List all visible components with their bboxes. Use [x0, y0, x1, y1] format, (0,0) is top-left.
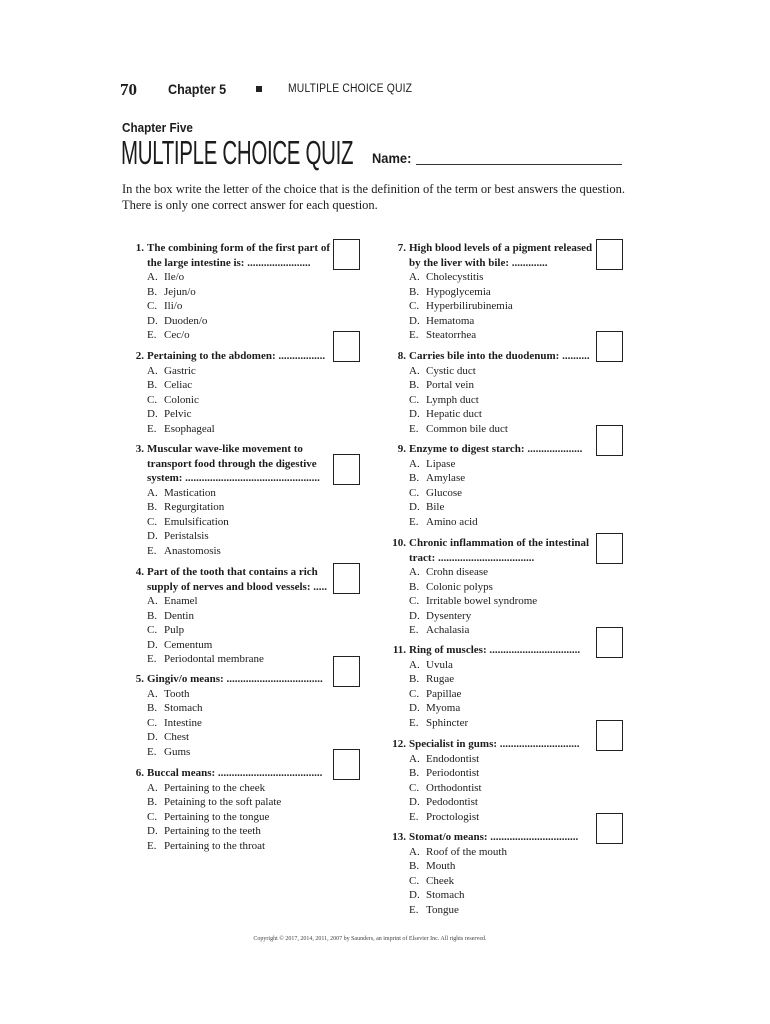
answer-option	[122, 314, 337, 329]
answer-box-11[interactable]	[596, 627, 623, 658]
answer-option	[384, 285, 599, 300]
option-text: Roof of the mouth	[426, 845, 507, 858]
answer-option	[122, 745, 337, 760]
answer-option	[122, 364, 337, 379]
option-letter: A.	[147, 364, 158, 377]
option-letter: C.	[409, 874, 420, 887]
option-letter: B.	[409, 472, 420, 484]
option-text: Peristalsis	[164, 530, 209, 542]
answer-option	[384, 594, 599, 609]
answer-option	[384, 515, 599, 530]
question-stem	[122, 442, 337, 486]
question-7	[384, 241, 599, 343]
answer-option	[122, 270, 337, 285]
answer-option	[122, 824, 337, 839]
option-text: Orthodontist	[426, 781, 482, 794]
option-text: Dentin	[164, 609, 194, 622]
option-letter: D.	[147, 638, 158, 651]
question-stem	[122, 672, 337, 687]
question-3	[122, 442, 337, 558]
name-label: Name:	[372, 150, 412, 166]
option-letter: D.	[409, 796, 420, 808]
option-text: Periodontist	[426, 767, 480, 779]
option-text: Uvula	[426, 658, 453, 671]
option-letter: D.	[409, 702, 420, 714]
option-letter: B.	[147, 796, 158, 808]
option-text: Common bile duct	[426, 422, 508, 435]
answer-option	[122, 638, 337, 653]
option-text: Lymph duct	[426, 393, 479, 406]
option-text: Crohn disease	[426, 566, 489, 578]
option-text: Tooth	[164, 687, 190, 700]
option-text: Pertaining to the teeth	[164, 825, 261, 837]
question-4	[122, 565, 337, 667]
option-letter: C.	[409, 393, 420, 406]
question-stem	[384, 349, 599, 364]
answer-option	[122, 795, 337, 810]
answer-option	[122, 422, 337, 437]
answer-option	[384, 766, 599, 781]
question-stem	[384, 241, 599, 270]
answer-box-1[interactable]	[333, 239, 360, 270]
answer-option	[122, 500, 337, 515]
option-text: Stomach	[164, 702, 203, 714]
question-number: 4.	[135, 566, 144, 578]
question-stem	[384, 442, 599, 457]
option-text: Amylase	[426, 472, 466, 484]
question-text: Specialist in gums: .............................	[409, 738, 580, 750]
option-text: Pertaining to the throat	[164, 839, 266, 852]
answer-option	[384, 299, 599, 314]
answer-option	[122, 781, 337, 796]
answer-option	[384, 270, 599, 285]
answer-option	[384, 378, 599, 393]
answer-option	[122, 701, 337, 716]
answer-option	[122, 839, 337, 854]
question-number: 12.	[392, 738, 406, 750]
question-1	[122, 241, 337, 343]
answer-option	[122, 529, 337, 544]
option-text: Duoden/o	[164, 314, 208, 327]
option-text: Mastication	[164, 486, 216, 499]
option-text: Gums	[164, 745, 191, 758]
answer-option	[384, 500, 599, 515]
running-chapter: Chapter 5	[168, 81, 227, 97]
question-text: The combining form of the first part of the large intestine is: .......................	[147, 242, 331, 269]
question-stem	[122, 241, 337, 270]
option-letter: E.	[409, 903, 419, 916]
option-letter: B.	[147, 285, 158, 298]
option-letter: B.	[147, 609, 158, 622]
answer-option	[122, 687, 337, 702]
option-letter: C.	[409, 595, 420, 607]
option-letter: A.	[147, 781, 158, 794]
question-stem	[122, 766, 337, 781]
answer-option	[384, 859, 599, 874]
answer-option	[122, 393, 337, 408]
option-text: Mouth	[426, 860, 456, 872]
option-letter: E.	[409, 624, 419, 636]
option-text: Hepatic duct	[426, 408, 482, 420]
option-letter: C.	[147, 810, 158, 823]
answer-box-6[interactable]	[333, 749, 360, 780]
question-number: 10.	[392, 537, 406, 549]
question-text: Buccal means: ......................................	[147, 767, 323, 779]
option-text: Portal vein	[426, 379, 474, 391]
answer-option	[384, 422, 599, 437]
option-text: Achalasia	[426, 624, 470, 636]
option-text: Cementum	[164, 638, 213, 651]
question-number: 6.	[135, 767, 144, 779]
question-text: Part of the tooth that contains a rich supply of nerves and blood vessels: .....	[147, 566, 328, 593]
question-number: 5.	[135, 673, 144, 685]
option-letter: C.	[147, 393, 158, 406]
page-title: MULTIPLE CHOICE QUIZ	[121, 134, 354, 171]
answer-option	[384, 486, 599, 501]
option-letter: A.	[409, 364, 420, 377]
chapter-label: Chapter Five	[122, 120, 193, 135]
option-letter: B.	[409, 580, 420, 593]
option-letter: B.	[409, 285, 420, 298]
option-letter: B.	[147, 379, 158, 391]
option-letter: B.	[409, 673, 420, 685]
option-text: Glucose	[426, 486, 463, 499]
answer-option	[384, 672, 599, 687]
question-number: 13.	[392, 831, 406, 843]
option-letter: C.	[147, 624, 158, 636]
answer-option	[384, 658, 599, 673]
question-stem	[384, 737, 599, 752]
option-letter: B.	[409, 860, 420, 872]
question-2	[122, 349, 337, 436]
option-text: Irritable bowel syndrome	[426, 595, 538, 607]
option-letter: D.	[409, 609, 420, 622]
answer-option	[122, 623, 337, 638]
question-13	[384, 830, 599, 917]
option-letter: E.	[147, 422, 157, 435]
option-text: Hypoglycemia	[426, 285, 491, 298]
question-text: Muscular wave-like movement to transport food through the digestive system: .................................................	[147, 443, 320, 484]
answer-box-3[interactable]	[333, 454, 360, 485]
answer-option	[384, 687, 599, 702]
question-text: Chronic inflammation of the intestinal tract: ...................................	[409, 537, 590, 564]
answer-box-9[interactable]	[596, 425, 623, 456]
option-text: Rugae	[426, 673, 455, 685]
answer-option	[384, 888, 599, 903]
option-letter: C.	[409, 781, 420, 794]
answer-option	[384, 903, 599, 918]
answer-option	[384, 457, 599, 472]
page-header	[120, 80, 680, 100]
option-text: Pulp	[164, 624, 185, 636]
option-letter: A.	[409, 752, 420, 765]
question-text: Ring of muscles: .................................	[409, 644, 581, 656]
option-letter: D.	[409, 501, 420, 513]
option-letter: D.	[147, 731, 158, 743]
option-text: Anastomosis	[164, 544, 221, 557]
option-letter: A.	[147, 486, 158, 499]
option-letter: D.	[147, 408, 158, 420]
answer-option	[122, 486, 337, 501]
option-letter: D.	[147, 314, 158, 327]
option-text: Steatorrhea	[426, 329, 477, 341]
answer-box-12[interactable]	[596, 720, 623, 751]
question-stem	[122, 565, 337, 594]
question-text: Carries bile into the duodenum: ..........	[409, 350, 590, 362]
option-text: Petaining to the soft palate	[164, 796, 282, 808]
question-text: Stomat/o means: ................................	[409, 831, 579, 843]
option-letter: E.	[409, 716, 419, 729]
answer-option	[122, 515, 337, 530]
question-number: 9.	[397, 443, 406, 455]
question-number: 3.	[135, 443, 144, 455]
answer-box-10[interactable]	[596, 533, 623, 564]
copyright-footer: Copyright © 2017, 2014, 2011, 2007 by Saunders, an imprint of Elsevier Inc. All rights reserved.	[253, 936, 487, 942]
option-letter: D.	[409, 889, 420, 901]
option-text: Cheek	[426, 874, 455, 887]
option-text: Gastric	[164, 364, 196, 377]
option-letter: A.	[409, 845, 420, 858]
question-stem	[122, 349, 337, 364]
option-letter: E.	[409, 422, 419, 435]
question-text: High blood levels of a pigment released by the liver with bile: .............	[409, 242, 593, 269]
option-letter: A.	[409, 566, 420, 578]
option-text: Ile/o	[164, 271, 185, 283]
option-text: Amino acid	[426, 515, 478, 528]
question-11	[384, 643, 599, 730]
option-text: Pertaining to the tongue	[164, 810, 270, 823]
question-text: Pertaining to the abdomen: .................	[147, 350, 326, 362]
question-5	[122, 672, 337, 759]
option-text: Dysentery	[426, 609, 472, 622]
answer-option	[122, 594, 337, 609]
answer-option	[122, 810, 337, 825]
option-letter: A.	[147, 271, 158, 283]
option-text: Pertaining to the cheek	[164, 781, 266, 794]
answer-option	[384, 716, 599, 731]
answer-option	[384, 393, 599, 408]
option-letter: C.	[409, 486, 420, 499]
page-number: 70	[120, 80, 137, 99]
answer-option	[122, 285, 337, 300]
question-12	[384, 737, 599, 824]
option-letter: B.	[409, 767, 420, 779]
answer-box-13[interactable]	[596, 813, 623, 844]
question-text: Enzyme to digest starch: ....................	[409, 443, 583, 455]
answer-option	[384, 781, 599, 796]
option-letter: E.	[147, 329, 157, 341]
answer-option	[122, 609, 337, 624]
answer-option	[122, 544, 337, 559]
question-number: 1.	[135, 242, 144, 254]
option-text: Proctologist	[426, 810, 480, 823]
option-text: Lipase	[426, 457, 456, 470]
option-text: Endodontist	[426, 752, 480, 765]
answer-option	[384, 471, 599, 486]
option-text: Sphincter	[426, 716, 469, 729]
answer-option	[122, 378, 337, 393]
answer-option	[384, 364, 599, 379]
option-letter: A.	[147, 687, 158, 700]
question-8	[384, 349, 599, 436]
answer-option	[384, 752, 599, 767]
option-letter: A.	[409, 457, 420, 470]
option-letter: E.	[147, 745, 157, 758]
option-letter: C.	[147, 300, 158, 312]
name-field[interactable]	[416, 164, 622, 165]
option-text: Cholecystitis	[426, 271, 484, 283]
answer-option	[122, 730, 337, 745]
option-text: Pelvic	[164, 408, 192, 420]
option-text: Bile	[426, 501, 445, 513]
option-letter: C.	[409, 300, 420, 312]
answer-option	[384, 845, 599, 860]
answer-option	[384, 328, 599, 343]
answer-option	[384, 701, 599, 716]
answer-option	[122, 407, 337, 422]
option-text: Ili/o	[164, 300, 183, 312]
option-text: Papillae	[426, 687, 462, 700]
answer-option	[384, 314, 599, 329]
option-text: Jejun/o	[164, 285, 196, 298]
answer-option	[122, 299, 337, 314]
question-number: 7.	[397, 242, 406, 254]
answer-option	[384, 874, 599, 889]
option-text: Colonic polyps	[426, 580, 493, 593]
answer-option	[384, 580, 599, 595]
option-text: Pedodontist	[426, 796, 478, 808]
option-letter: E.	[147, 544, 157, 557]
answer-box-7[interactable]	[596, 239, 623, 270]
answer-option	[384, 795, 599, 810]
option-text: Hematoma	[426, 314, 475, 327]
option-text: Tongue	[426, 903, 459, 916]
question-stem	[384, 643, 599, 658]
question-number: 2.	[135, 350, 144, 362]
running-section: MULTIPLE CHOICE QUIZ	[288, 83, 413, 95]
option-text: Hyperbilirubinemia	[426, 300, 513, 312]
answer-option	[384, 565, 599, 580]
option-letter: D.	[147, 530, 158, 542]
option-letter: C.	[147, 716, 158, 729]
question-number: 8.	[397, 350, 406, 362]
option-letter: B.	[147, 501, 158, 513]
answer-box-8[interactable]	[596, 331, 623, 362]
answer-option	[384, 623, 599, 638]
option-text: Celiac	[164, 379, 193, 391]
option-text: Periodontal membrane	[164, 653, 264, 665]
option-letter: D.	[409, 314, 420, 327]
answer-box-5[interactable]	[333, 656, 360, 687]
option-letter: E.	[409, 329, 419, 341]
question-number: 11.	[392, 644, 406, 656]
answer-option	[384, 609, 599, 624]
option-text: Colonic	[164, 393, 199, 406]
option-text: Esophageal	[164, 422, 215, 435]
header-bullet	[256, 86, 262, 92]
answer-box-2[interactable]	[333, 331, 360, 362]
option-text: Myoma	[426, 702, 461, 714]
option-text: Stomach	[426, 889, 465, 901]
question-9	[384, 442, 599, 529]
option-letter: E.	[409, 810, 419, 823]
option-letter: D.	[409, 408, 420, 420]
option-letter: A.	[409, 658, 420, 671]
question-10	[384, 536, 599, 638]
option-letter: E.	[147, 653, 157, 665]
answer-box-4[interactable]	[333, 563, 360, 594]
answer-option	[122, 652, 337, 667]
option-letter: C.	[147, 515, 158, 528]
instructions: In the box write the letter of the choice that is the definition of the term or best answers the question. There is only one correct answer for each question.	[122, 182, 625, 212]
option-letter: A.	[147, 595, 158, 607]
question-6	[122, 766, 337, 853]
option-text: Regurgitation	[164, 501, 225, 513]
answer-option	[384, 407, 599, 422]
option-letter: E.	[409, 515, 419, 528]
option-text: Chest	[164, 731, 190, 743]
answer-option	[384, 810, 599, 825]
option-letter: C.	[409, 687, 420, 700]
option-letter: B.	[409, 379, 420, 391]
question-stem	[384, 830, 599, 845]
option-text: Enamel	[164, 595, 198, 607]
option-text: Cec/o	[164, 329, 190, 341]
option-letter: B.	[147, 702, 158, 714]
option-text: Cystic duct	[426, 364, 476, 377]
option-letter: A.	[409, 271, 420, 283]
option-text: Emulsification	[164, 515, 229, 528]
question-text: Gingiv/o means: ...................................	[147, 673, 323, 685]
question-stem	[384, 536, 599, 565]
option-text: Intestine	[164, 716, 202, 729]
option-letter: E.	[147, 839, 157, 852]
answer-option	[122, 716, 337, 731]
answer-option	[122, 328, 337, 343]
option-letter: D.	[147, 825, 158, 837]
